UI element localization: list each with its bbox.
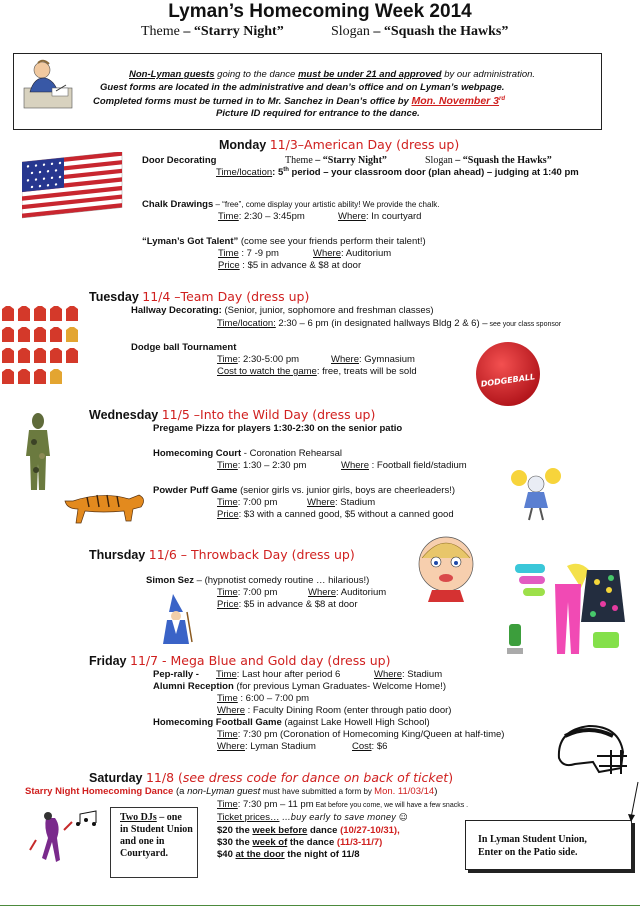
dodgeball-time: Time: 2:30-5:00 pm — [217, 354, 300, 365]
footer-divider — [0, 905, 640, 906]
chalk-time: Time: 2:30 – 3:45pm — [218, 211, 305, 222]
notice-line-3: Completed forms must be turned in to Mr. Sanchez in Dean’s office by Mon. November 3rd — [93, 95, 506, 107]
puff-where: Where: Stadium — [307, 497, 376, 508]
jerseys-icon — [0, 305, 86, 391]
price-at-door: $40 at the door the night of 11/8 — [217, 849, 360, 860]
dancers-music-icon — [24, 810, 100, 880]
alumni-line: Alumni Reception (for previous Lyman Graduates- Welcome Home!) — [153, 681, 447, 692]
wednesday-heading: Wednesday 11/5 –Into the Wild Day (dress up) — [89, 407, 376, 422]
page-title: Lyman’s Homecoming Week 2014 — [168, 1, 472, 22]
wizard-icon — [161, 592, 195, 646]
court-where: Where : Football field/stadium — [341, 460, 467, 471]
door-slogan: Slogan – “Squash the Hawks” — [425, 155, 552, 166]
thursday-heading: Thursday 11/6 – Throwback Day (dress up) — [89, 547, 355, 562]
puff-price: Price: $3 with a canned good, $5 without a canned good — [217, 509, 454, 520]
throwback-clothes-icon — [505, 560, 629, 656]
tuesday-heading: Tuesday 11/4 –Team Day (dress up) — [89, 289, 310, 304]
pep-rally-where: Where: Stadium — [374, 669, 443, 680]
theme-label: Theme — [141, 24, 180, 39]
football-helmet-icon — [553, 722, 633, 784]
football-game-where: Where: Lyman Stadium — [217, 741, 316, 752]
pep-rally-title: Pep-rally - — [153, 669, 199, 680]
dodgeball-icon — [474, 341, 542, 407]
price-week-before: $20 the week before dance (10/27-10/31), — [217, 825, 400, 836]
baby-face-icon — [412, 532, 480, 604]
notice-line-4: Picture ID required for entrance to the dance. — [216, 108, 420, 119]
court-time: Time: 1:30 – 2:30 pm — [217, 460, 307, 471]
camo-figure-icon — [20, 412, 56, 492]
talent-price: Price : $5 in advance & $8 at door — [218, 260, 362, 271]
pregame-pizza: Pregame Pizza for players 1:30-2:30 on the senior patio — [153, 423, 403, 434]
price-week-of: $30 the week of the dance (11/3-11/7) — [217, 837, 383, 848]
american-flag-icon — [22, 152, 128, 222]
door-theme: Theme – “Starry Night” — [285, 155, 387, 166]
puff-time: Time: 7:00 pm — [217, 497, 278, 508]
alumni-where: Where : Faculty Dining Room (enter through patio door) — [217, 705, 452, 716]
simon-time: Time: 7:00 pm — [217, 587, 278, 598]
simon-sez-line: Simon Sez – (hypnotist comedy routine … hilarious!) — [146, 575, 370, 586]
football-game-line: Homecoming Football Game (against Lake Howell High School) — [153, 717, 430, 728]
football-game-time: Time: 7:30 pm (Coronation of Homecoming King/Queen at half-time) — [217, 729, 505, 740]
dodgeball-where: Where: Gymnasium — [331, 354, 415, 365]
dodgeball-title: Dodge ball Tournament — [131, 342, 237, 353]
friday-heading: Friday 11/7 - Mega Blue and Gold day (dress up) — [89, 653, 391, 668]
cheerleader-icon — [509, 466, 561, 522]
notice-line-1: Non-Lyman guests going to the dance must be under 21 and approved by our administration. — [129, 69, 536, 80]
student-union-text: In Lyman Student Union, Enter on the Patio side. — [478, 834, 587, 858]
saturday-heading: Saturday 11/8 (see dress code for dance on back of ticket) — [89, 770, 454, 785]
door-decorating-title: Door Decorating — [142, 155, 217, 166]
alumni-time: Time : 6:00 – 7:00 pm — [217, 693, 310, 704]
talent-line: “Lyman’s Got Talent” (come see your friends perform their talent!) — [142, 236, 426, 247]
dance-line: Starry Night Homecoming Dance (a non-Lyman guest must have submitted a form by Mon. 11/03/14) — [25, 786, 438, 797]
talent-where: Where: Auditorium — [313, 248, 392, 259]
simon-where: Where: Auditorium — [308, 587, 387, 598]
slogan-value: – “Squash the Hawks” — [373, 24, 509, 39]
dance-time: Time: 7:30 pm – 11 pm Eat before you come, we will have a few snacks . — [217, 799, 469, 810]
notice-line-2: Guest forms are located in the administrative and dean’s office and on Lyman’s webpage. — [100, 82, 505, 93]
djs-text: Two DJs – one in Student Union and one in Courtyard. — [120, 812, 193, 859]
ticket-prices: Ticket prices… …buy early to save money ☺ — [217, 812, 408, 823]
slogan-label: Slogan — [331, 24, 370, 39]
tiger-icon — [63, 487, 149, 527]
hallway-time-location: Time/location: 2:30 – 6 pm (in designated hallways Bldg 2 & 6) – see your class sponsor — [217, 318, 562, 329]
theme-line — [141, 24, 284, 40]
dodgeball-cost: Cost to watch the game: free, treats will be sold — [217, 366, 417, 377]
dodgeball-label: DODGEBALL — [480, 372, 536, 389]
theme-value: – “Starry Night” — [183, 24, 284, 39]
football-game-cost: Cost: $6 — [352, 741, 388, 752]
talent-time: Time : 7 -9 pm — [218, 248, 279, 259]
monday-heading: Monday 11/3–American Day (dress up) — [219, 137, 460, 152]
chalk-drawings-line: Chalk Drawings – “free”, come display your artistic ability! We provide the chalk. — [142, 199, 440, 210]
hallway-line: Hallway Decorating: (Senior, junior, sophomore and freshman classes) — [131, 305, 434, 316]
pep-rally-time: Time: Last hour after period 6 — [216, 669, 341, 680]
door-time-location: Time/location: 5th period – your classroom door (plan ahead) – judging at 1:40 pm — [216, 167, 579, 179]
simon-price: Price: $5 in advance & $8 at door — [217, 599, 358, 610]
court-line: Homecoming Court - Coronation Rehearsal — [153, 448, 342, 459]
powder-puff-line: Powder Puff Game (senior girls vs. junior girls, boys are cheerleaders!) — [153, 485, 455, 496]
slogan-line — [331, 24, 508, 40]
writing-man-icon — [18, 58, 78, 110]
chalk-where: Where: In courtyard — [338, 211, 422, 222]
arrow-icon — [628, 780, 640, 824]
